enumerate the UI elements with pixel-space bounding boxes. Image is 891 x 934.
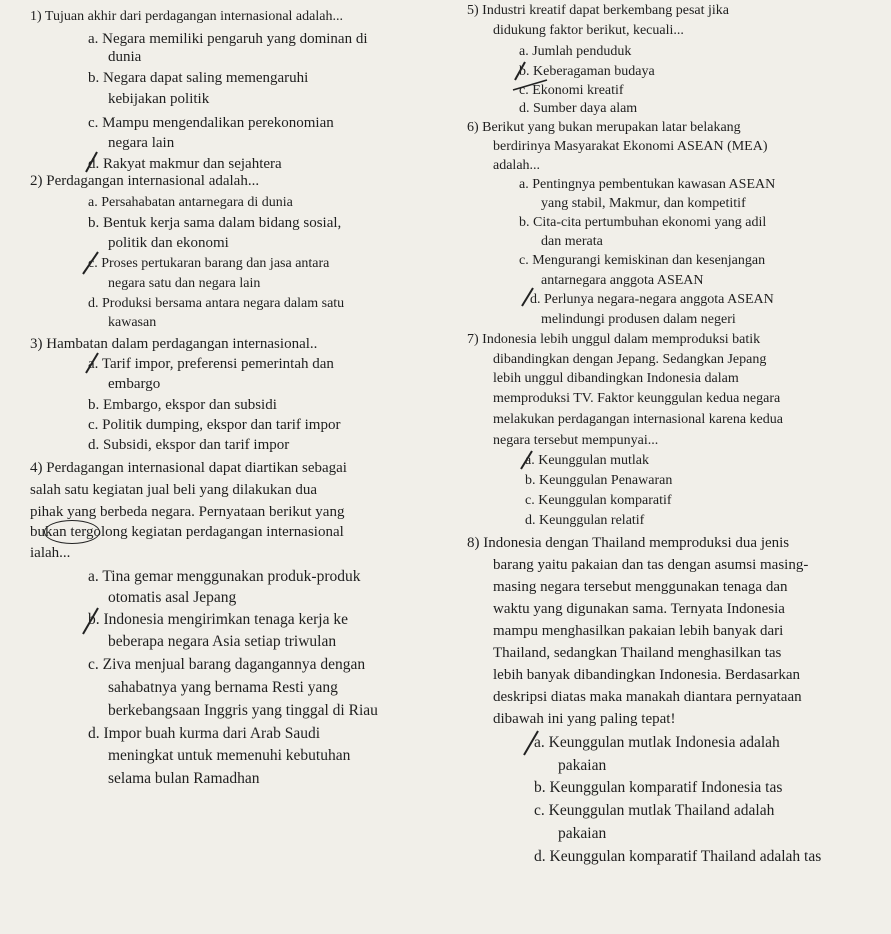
q5-option-b[interactable]: b. Keberagaman budaya [519,64,655,79]
q4-option-b[interactable]: b. Indonesia mengirimkan tenaga kerja ke [88,611,348,628]
answer-mark-q6 [519,286,537,308]
q3-option-d[interactable]: d. Subsidi, ekspor dan tarif impor [88,437,290,453]
answer-mark-q8 [520,729,542,757]
question-2-text: 2) Perdagangan internasional adalah... [30,173,260,189]
q1-option-c[interactable]: c. Mampu mengendalikan perekonomian [88,115,334,131]
answer-mark-q1 [82,150,102,174]
question-8-text-line5: mampu menghasilkan pakaian lebih banyak dari [493,623,784,639]
question-4-text-line3: pihak yang berbeda negara. Pernyataan berikut yang [30,504,345,520]
question-4-text-line4: bukan tergolong kegiatan perdagangan internasional [30,524,344,540]
q7-option-c[interactable]: c. Keunggulan komparatif [525,493,672,508]
q6-option-c[interactable]: c. Mengurangi kemiskinan dan kesenjangan [519,253,766,268]
q8-option-a-cont: pakaian [558,757,607,774]
answer-mark-q2 [80,250,102,276]
q2-option-c-cont: negara satu dan negara lain [108,276,261,291]
question-7-text: 7) Indonesia lebih unggul dalam memproduksi batik [467,332,761,347]
q6-option-c-cont: antarnegara anggota ASEAN [541,273,704,288]
q4-option-d-cont: meningkat untuk memenuhi kebutuhan [108,747,351,764]
q6-option-d-cont: melindungi produsen dalam negeri [541,312,736,327]
question-8-text-line8: deskripsi diatas maka manakah diantara pernyataan [493,689,802,705]
question-8-text-line2: barang yaitu pakaian dan tas dengan asumsi masing- [493,557,809,573]
q4-option-b-cont: beberapa negara Asia setiap triwulan [108,633,337,650]
q3-option-a-cont: embargo [108,376,161,392]
q4-option-c-cont: sahabatnya yang bernama Resti yang [108,679,338,696]
q8-option-d[interactable]: d. Keunggulan komparatif Thailand adalah tas [534,848,822,865]
answer-mark-q4 [80,606,102,636]
q5-option-a[interactable]: a. Jumlah penduduk [519,44,632,59]
question-7-text-line4: memproduksi TV. Faktor keunggulan kedua negara [493,391,781,406]
q1-option-a-cont: dunia [108,49,142,65]
q1-option-d[interactable]: d. Rakyat makmur dan sejahtera [88,156,282,172]
q1-option-c-cont: negara lain [108,135,175,151]
q4-option-a[interactable]: a. Tina gemar menggunakan produk-produk [88,568,361,585]
question-4-text: 4) Perdagangan internasional dapat diartikan sebagai [30,460,347,476]
question-8-text-line9: dibawah ini yang paling tepat! [493,711,676,727]
question-5-text: 5) Industri kreatif dapat berkembang pesat jika [467,3,730,18]
q2-option-b-cont: politik dan ekonomi [108,235,229,251]
q6-option-a-cont: yang stabil, Makmur, dan kompetitif [541,196,746,211]
q6-option-b-cont: dan merata [541,234,603,249]
q2-option-d-cont: kawasan [108,315,157,330]
question-8-text-line3: masing negara tersebut menggunakan tenaga dan [493,579,788,595]
question-8-text: 8) Indonesia dengan Thailand memproduksi dua jenis [467,535,790,551]
question-6-text-line2: berdirinya Masyarakat Ekonomi ASEAN (MEA) [493,139,768,154]
q8-option-a[interactable]: a. Keunggulan mutlak Indonesia adalah [534,734,780,751]
q4-option-c[interactable]: c. Ziva menjual barang dagangannya dengan [88,656,366,673]
question-1-text: 1) Tujuan akhir dari perdagangan internasional adalah... [30,9,343,24]
answer-mark-q3 [82,351,102,375]
q6-option-d[interactable]: d. Perlunya negara-negara anggota ASEAN [530,292,774,307]
q5-option-c[interactable]: c. Ekonomi kreatif [519,83,624,98]
handwritten-circle-mark [44,520,100,544]
question-7-text-line5: melakukan perdagangan internasional karena kedua [493,412,783,427]
q1-option-a[interactable]: a. Negara memiliki pengaruh yang dominan di [88,31,368,47]
q4-option-a-cont: otomatis asal Jepang [108,589,237,606]
q1-option-b-cont: kebijakan politik [108,91,210,107]
q1-option-b[interactable]: b. Negara dapat saling memengaruhi [88,70,309,86]
q6-option-a[interactable]: a. Pentingnya pembentukan kawasan ASEAN [519,177,776,192]
q7-option-d[interactable]: d. Keunggulan relatif [525,513,645,528]
q5-option-d[interactable]: d. Sumber daya alam [519,101,638,116]
question-6-text-line3: adalah... [493,158,541,173]
q2-option-a[interactable]: a. Persahabatan antarnegara di dunia [88,195,293,210]
q4-option-d[interactable]: d. Impor buah kurma dari Arab Saudi [88,725,321,742]
question-5-text-line2: didukung faktor berikut, kecuali... [493,23,684,38]
q2-option-d[interactable]: d. Produksi bersama antara negara dalam satu [88,296,345,311]
q7-option-a[interactable]: a. Keunggulan mutlak [525,453,650,468]
question-4-text-line2: salah satu kegiatan jual beli yang dilakukan dua [30,482,317,498]
question-8-text-line7: lebih banyak dibandingkan Indonesia. Berdasarkan [493,667,800,683]
question-7-text-line6: negara tersebut mempunyai... [493,433,659,448]
q3-option-b[interactable]: b. Embargo, ekspor dan subsidi [88,397,277,413]
q4-option-c-cont2: berkebangsaan Inggris yang tinggal di Riau [108,702,378,719]
q2-option-b[interactable]: b. Bentuk kerja sama dalam bidang sosial, [88,215,342,231]
question-7-text-line3: lebih unggul dibandingkan Indonesia dalam [493,371,739,386]
question-8-text-line6: Thailand, sedangkan Thailand menghasilkan tas [493,645,782,661]
question-3-text: 3) Hambatan dalam perdagangan internasional.. [30,336,318,352]
answer-mark-q7 [518,449,536,471]
q8-option-c-cont: pakaian [558,825,607,842]
q3-option-c[interactable]: c. Politik dumping, ekspor dan tarif impor [88,417,341,433]
q2-option-c[interactable]: c. Proses pertukaran barang dan jasa antara [88,256,330,271]
question-7-text-line2: dibandingkan dengan Jepang. Sedangkan Jepang [493,352,767,367]
q4-option-d-cont2: selama bulan Ramadhan [108,770,260,787]
q3-option-a[interactable]: a. Tarif impor, preferensi pemerintah dan [88,356,334,372]
question-4-text-line5: ialah... [30,545,71,561]
question-8-text-line4: waktu yang digunakan sama. Ternyata Indonesia [493,601,785,617]
q7-option-b[interactable]: b. Keunggulan Penawaran [525,473,673,488]
q8-option-c[interactable]: c. Keunggulan mutlak Thailand adalah [534,802,775,819]
q6-option-b[interactable]: b. Cita-cita pertumbuhan ekonomi yang adil [519,215,767,230]
question-6-text: 6) Berikut yang bukan merupakan latar belakang [467,120,741,135]
answer-mark-q5-extra [510,78,550,92]
q8-option-b[interactable]: b. Keunggulan komparatif Indonesia tas [534,779,783,796]
